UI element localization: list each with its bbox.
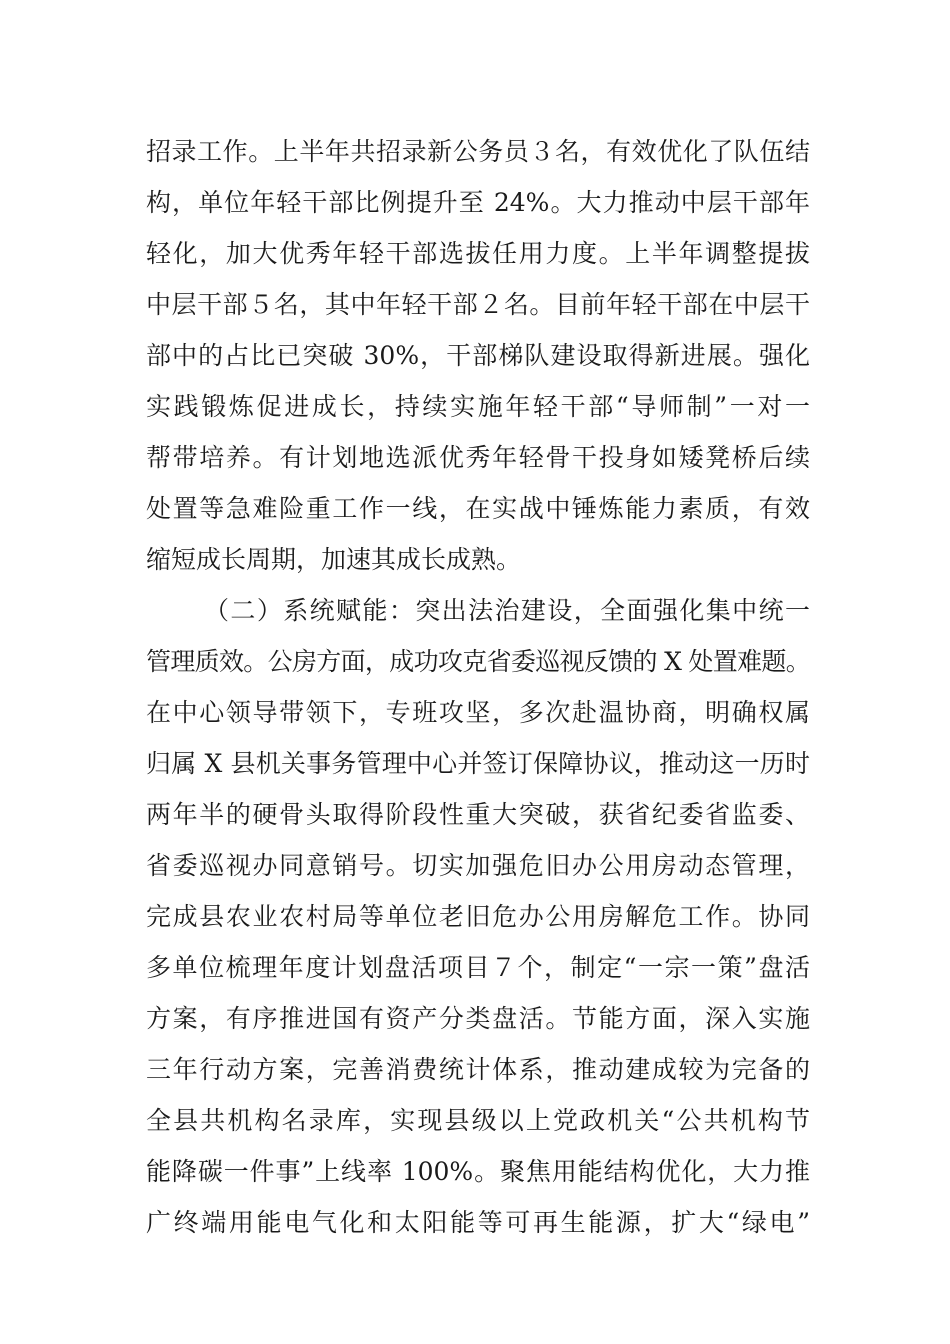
text-line: 帮带培养。有计划地选派优秀年轻骨干投身如矮凳桥后续: [146, 443, 810, 472]
text-line: 在中心领导带领下，专班攻坚，多次赴温协商，明确权属: [146, 698, 810, 727]
text-line: 归属 X 县机关事务管理中心并签订保障协议，推动这一历时: [146, 749, 810, 778]
text-line: 招录工作。上半年共招录新公务员３名，有效优化了队伍结: [146, 137, 810, 166]
text-line: 中层干部５名，其中年轻干部２名。目前年轻干部在中层干: [146, 290, 810, 319]
section-heading-line: （二）系统赋能：突出法治建设，全面强化集中统一: [204, 596, 810, 625]
text-line: 省委巡视办同意销号。切实加强危旧办公用房动态管理，: [146, 851, 810, 880]
text-line: 管理质效。公房方面，成功攻克省委巡视反馈的 X 处置难题。: [146, 647, 810, 676]
text-line: 处置等急难险重工作一线，在实战中锤炼能力素质，有效: [146, 494, 810, 523]
text-line: 三年行动方案，完善消费统计体系，推动建成较为完备的: [146, 1055, 810, 1084]
text-line: 广终端用能电气化和太阳能等可再生能源，扩大“绿电”: [146, 1208, 810, 1237]
text-line: 轻化，加大优秀年轻干部选拔任用力度。上半年调整提拔: [146, 239, 810, 268]
text-line: 能降碳一件事”上线率 100%。聚焦用能结构优化，大力推: [146, 1157, 810, 1186]
text-line: 构，单位年轻干部比例提升至 24%。大力推动中层干部年: [146, 188, 810, 217]
text-line: 多单位梳理年度计划盘活项目７个，制定“一宗一策”盘活: [146, 953, 810, 982]
body-text: [146, 126, 810, 1248]
text-line: 两年半的硬骨头取得阶段性重大突破，获省纪委省监委、: [146, 800, 810, 829]
text-line: 部中的占比已突破 30%，干部梯队建设取得新进展。强化: [146, 341, 810, 370]
text-line: 完成县农业农村局等单位老旧危办公用房解危工作。协同: [146, 902, 810, 931]
text-line: 实践锻炼促进成长，持续实施年轻干部“导师制”一对一: [146, 392, 810, 421]
paragraph-end-line: 缩短成长周期，加速其成长成熟。: [146, 545, 522, 574]
text-line: 全县共机构名录库，实现县级以上党政机关“公共机构节: [146, 1106, 810, 1135]
text-line: 方案，有序推进国有资产分类盘活。节能方面，深入实施: [146, 1004, 810, 1033]
